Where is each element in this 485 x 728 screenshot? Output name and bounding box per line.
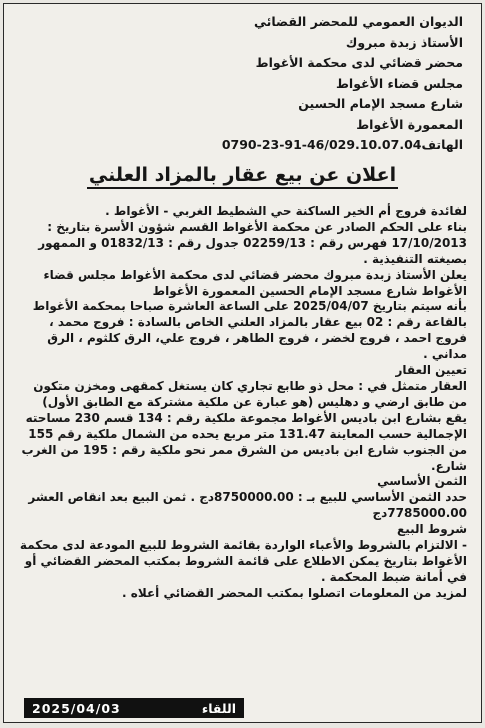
newspaper-name: اللقاء: [201, 700, 236, 716]
office-name: الديوان العمومي للمحضر القضائي: [254, 14, 463, 29]
office-street: شارع مسجد الإمام الحسين: [298, 96, 463, 111]
price-paragraph: حدد الثمن الأساسي للبيع بـ : 8750000.00دج . ثمن البيع بعد انقاص العشر 7785000.00دج: [28, 490, 467, 521]
property-paragraph: العقار متمثل في : محل ذو طابع تجاري كان يستغل كمقهى ومخزن متكون من طابق ارضي و دهليس (هو عبارة عن ملكية مشتركة مع الطابق الأول) يقع بشارع ابن باديس الأغواط مجموعة ملكية رقم : 134 قسم 230 مساحته الإجمالية حسب المعاينة 131.47 متر مربع يحده من الشمال ملكية رقم 155 من الجنوب شارع ابن باديس من الشرق ممر نحو ملكية رقم : 195 من الغرب شارع.: [21, 378, 467, 473]
phone-label: الهاتف: [421, 137, 463, 152]
price-heading: الثمن الأساسي: [377, 474, 467, 489]
publication-date: 2025/04/03: [32, 700, 121, 716]
judicial-council: مجلس قضاء الأغواط: [335, 75, 463, 91]
bailiff-header: [143, 12, 463, 156]
bailiff-paragraph: يعلن الأستاذ زبدة مبروك محضر قضائي لدى محكمة الأغواط مجلس قضاء الأغواط شارع مسجد الإمام الحسين المعمورة الأغواط: [43, 267, 467, 298]
property-heading: تعيين العقار: [395, 363, 467, 378]
contact-paragraph: لمزيد من المعلومات اتصلوا بمكتب المحضر القضائي أعلاه .: [122, 585, 467, 600]
announcement-body: [18, 204, 467, 602]
phone-number: 0790-23-91-46/029.10.07.04: [221, 137, 422, 152]
bailiff-court: محضر قضائي لدى محكمة الأغواط: [255, 55, 463, 70]
beneficiary-paragraph: لفائدة فروج أم الخير الساكنة حي الشطيط الغربي - الأغواط .: [105, 204, 467, 218]
announcement-page: [3, 3, 482, 723]
judgment-paragraph: بناء على الحكم الصادر عن محكمة الأغواط القسم شؤون الأسرة بتاريخ : 17/10/2013 فهرس رقم : 02259/13 جدول رقم : 01832/13 و الممهور بصيغته التنفيذية .: [38, 219, 467, 266]
bailiff-name: الأستاذ زبدة مبروك: [345, 34, 463, 50]
conditions-heading: شروط البيع: [397, 522, 467, 537]
phone-line: [143, 135, 463, 156]
conditions-paragraph: - الالتزام بالشروط والأعباء الواردة بقائمة الشروط للبيع المودعة لدى محكمة الأغواط بتاريخ يمكن الاطلاع على قائمة الشروط بمكتب المحضر القضائي أو في أمانة ضبط المحكمة .: [19, 538, 467, 584]
sale-date-paragraph: بأنه سيتم بتاريخ 2025/04/07 على الساعة العاشرة صباحا بمحكمة الأغواط بالقاعة رقم : 02 بيع عقار بالمزاد العلني الخاص بالسادة : فروج محمد ، فروج احمد ، فروج لخضر ، فروج الطاهر ، فروج علي، الرق كلثوم ، الرق مداني .: [32, 299, 467, 362]
newspaper-footer-bar: [24, 698, 244, 718]
office-city: المعمورة الأغواط: [356, 116, 463, 132]
announcement-title: اعلان عن بيع عقار بالمزاد العلني: [4, 164, 481, 186]
